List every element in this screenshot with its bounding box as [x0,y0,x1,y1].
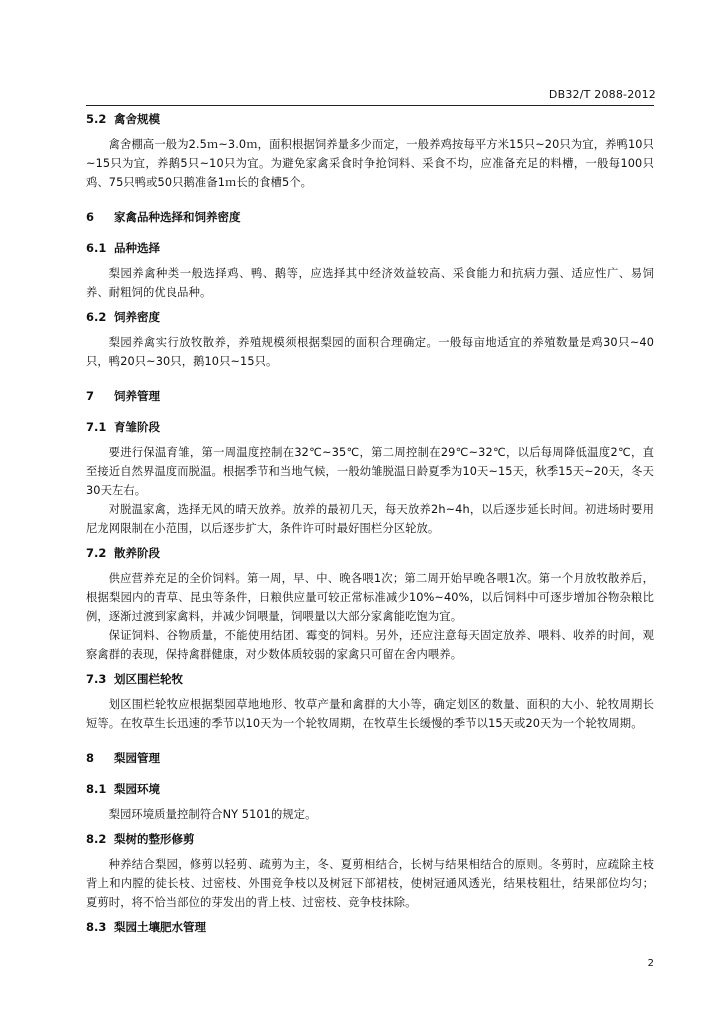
section-heading-7-3: 7.3 划区围栏轮牧 [86,672,184,686]
section-heading-8-3: 8.3 梨园土壤肥水管理 [86,920,207,934]
paragraph: 对脱温家禽，选择无风的晴天放养。放养的最初几天，每天放养2h~4h，以后逐步延长时间。初进场时要用尼龙网限制在小范围，以后逐步扩大，条件许可时最好围栏分区轮放。 [86,503,654,535]
section-heading: 5.2 禽舍规模 [86,112,161,126]
paragraph: 梨园养禽实行放牧散养，养殖规模须根据梨园的面积合理确定。一般每亩地适宜的养殖数量是鸡30只~40只，鸭20只~30只，鹅10只~15只。 [86,336,654,368]
chapter-heading-8: 8 梨园管理 [86,751,161,765]
section-5-2 [86,110,654,192]
paragraph: 要进行保温育雏，第一周温度控制在32℃~35℃，第二周控制在29℃~32℃，以后每周降低温度2℃，直至接近自然界温度而脱温。根据季节和当地气候，一般幼雏脱温日龄夏季为10天~15天，秋季15天~20天，冬天30天左右。 [86,446,654,497]
section-heading-8-2: 8.2 梨树的整形修剪 [86,832,195,846]
header-rule [86,105,654,106]
section-heading-8-1: 8.1 梨园环境 [86,782,161,796]
paragraph: 种养结合梨园，修剪以轻剪、疏剪为主，冬、夏剪相结合，长树与结果相结合的原则。冬剪时，应疏除主枝背上和内膛的徒长枝、过密枝、外围竞争枝以及树冠下部裙枝，使树冠通风透光，结果枝粗壮，结果部位均匀；夏剪时，将不恰当部位的芽发出的背上枝、过密枝、竞争枝抹除。 [86,858,654,909]
section-heading-6-1: 6.1 品种选择 [86,241,161,255]
chapter-heading-6: 6 家禽品种选择和饲养密度 [86,210,241,224]
chapter-heading-7: 7 饲养管理 [86,389,161,403]
paragraph: 梨园环境质量控制符合NY 5101的规定。 [108,808,317,821]
paragraph: 梨园养禽种类一般选择鸡、鸭、鹅等，应选择其中经济效益较高、采食能力和抗病力强、适应性广、易饲养、耐粗饲的优良品种。 [86,267,654,299]
document-body [86,110,654,937]
paragraph: 保证饲料、谷物质量，不能使用结团、霉变的饲料。另外，还应注意每天固定放养、喂料、收养的时间，观察禽群的表现，保持禽群健康，对少数体质较弱的家禽只可留在舍内喂养。 [86,629,654,661]
section-heading-7-1: 7.1 育雏阶段 [86,420,161,434]
document-code: DB32/T 2088-2012 [548,88,656,101]
page-number: 2 [647,958,654,969]
section-heading-6-2: 6.2 饲养密度 [86,310,161,324]
paragraph: 禽舍棚高一般为2.5ｍ~3.0ｍ，面积根据饲养量多少而定，一般养鸡按每平方米15只~20只为宜，养鸭10只~15只为宜，养鹅5只~10只为宜。为避免家禽采食时争抢饲料、采食不均，应准备充足的料槽，一般每100只鸡、75只鸭或50只鹅准备1ｍ长的食槽5个。 [86,138,654,189]
paragraph: 供应营养充足的全价饲料。第一周，早、中、晚各喂1次；第二周开始早晚各喂1次。第一个月放牧散养后，根据梨园内的青草、昆虫等条件，日粮供应量可较正常标准减少10%~40%，以后饲料中可逐步增加谷物杂粮比例，逐渐过渡到家禽料，并减少饲喂量，饲喂量以大部分家禽能吃饱为宜。 [86,572,654,623]
section-heading-7-2: 7.2 散养阶段 [86,546,161,560]
paragraph: 划区围栏轮牧应根据梨园草地地形、牧草产量和禽群的大小等，确定划区的数量、面积的大小、轮牧周期长短等。在牧草生长迅速的季节以10天为一个轮牧周期，在牧草生长缓慢的季节以15天或20天为一个轮牧周期。 [86,698,654,730]
